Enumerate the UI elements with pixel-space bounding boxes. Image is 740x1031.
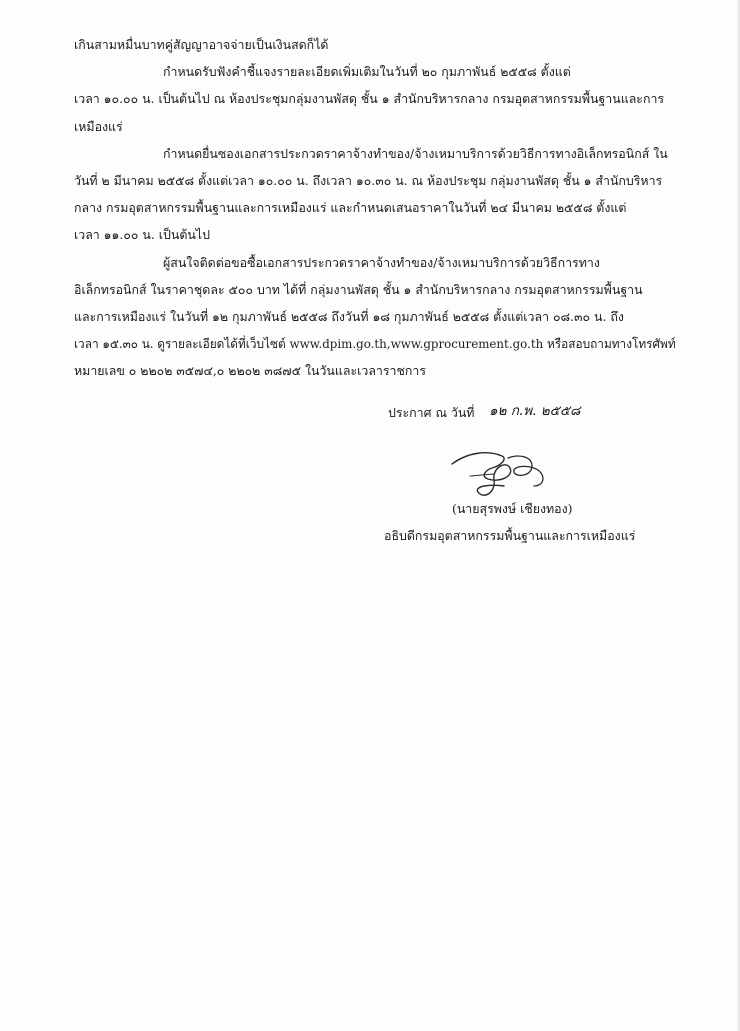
body-line-1: เกินสามหมื่นบาทคู่สัญญาอาจจ่ายเป็นเงินสดก็ได้ <box>74 37 329 52</box>
page-edge <box>736 0 740 1031</box>
body-line-2: กำหนดรับฟังคำชี้แจงรายละเอียดเพิ่มเติมในวันที่ ๒๐ กุมภาพันธ์ ๒๕๕๘ ตั้งแต่ <box>163 64 571 79</box>
signatory-name: (นายสุรพงษ์ เชียงทอง) <box>452 501 573 516</box>
body-line-7: กลาง กรมอุตสาหกรรมพื้นฐานและการเหมืองแร่ และกำหนดเสนอราคาในวันที่ ๒๔ มีนาคม ๒๕๕๘ ตั้งแต่ <box>74 200 627 215</box>
body-line-9: ผู้สนใจติดต่อขอซื้อเอกสารประกวดราคาจ้างทำของ/จ้างเหมาบริการด้วยวิธีการทาง <box>163 255 600 270</box>
body-line-11: และการเหมืองแร่ ในวันที่ ๑๒ กุมภาพันธ์ ๒๕๕๘ ถึงวันที่ ๑๘ กุมภาพันธ์ ๒๕๕๘ ตั้งแต่เวลา ๐๘.๓๐ น. ถึง <box>74 309 624 324</box>
body-line-10: อิเล็กทรอนิกส์ ในราคาชุดละ ๕๐๐ บาท ได้ที่ กลุ่มงานพัสดุ ชั้น ๑ สำนักบริหารกลาง กรมอุตสาหกรรมพื้นฐาน <box>74 282 643 297</box>
body-line-6: วันที่ ๒ มีนาคม ๒๕๕๘ ตั้งแต่เวลา ๑๐.๐๐ น. ถึงเวลา ๑๐.๓๐ น. ณ ห้องประชุม กลุ่มงานพัสดุ ชั้น ๑ สำนักบริหาร <box>74 173 663 188</box>
announcement-date: ๑๒ ก.พ. ๒๕๕๘ <box>489 403 581 419</box>
body-line-8: เวลา ๑๑.๐๐ น. เป็นต้นไป <box>74 227 210 242</box>
signatory-title: อธิบดีกรมอุตสาหกรรมพื้นฐานและการเหมืองแร่ <box>384 528 636 543</box>
body-line-12: เวลา ๑๕.๓๐ น. ดูรายละเอียดได้ที่เว็บไซต์ www.dpim.go.th,www.gprocurement.go.th หรือสอบถามทางโทรศัพท์ <box>74 336 676 351</box>
body-line-3: เวลา ๑๐.๐๐ น. เป็นต้นไป ณ ห้องประชุมกลุ่มงานพัสดุ ชั้น ๑ สำนักบริหารกลาง กรมอุตสาหกรรมพื้นฐานและการ <box>74 91 665 106</box>
body-line-4: เหมืองแร่ <box>74 119 123 134</box>
body-line-13: หมายเลข ๐ ๒๒๐๒ ๓๕๗๔,๐ ๒๒๐๒ ๓๘๗๕ ในวันและเวลาราชการ <box>74 363 427 378</box>
signature-mark <box>448 446 558 506</box>
signature <box>448 446 558 506</box>
announcement-label: ประกาศ ณ วันที่ <box>388 405 475 420</box>
body-line-5: กำหนดยื่นซองเอกสารประกวดราคาจ้างทำของ/จ้างเหมาบริการด้วยวิธีการทางอิเล็กทรอนิกส์ ใน <box>163 146 668 161</box>
